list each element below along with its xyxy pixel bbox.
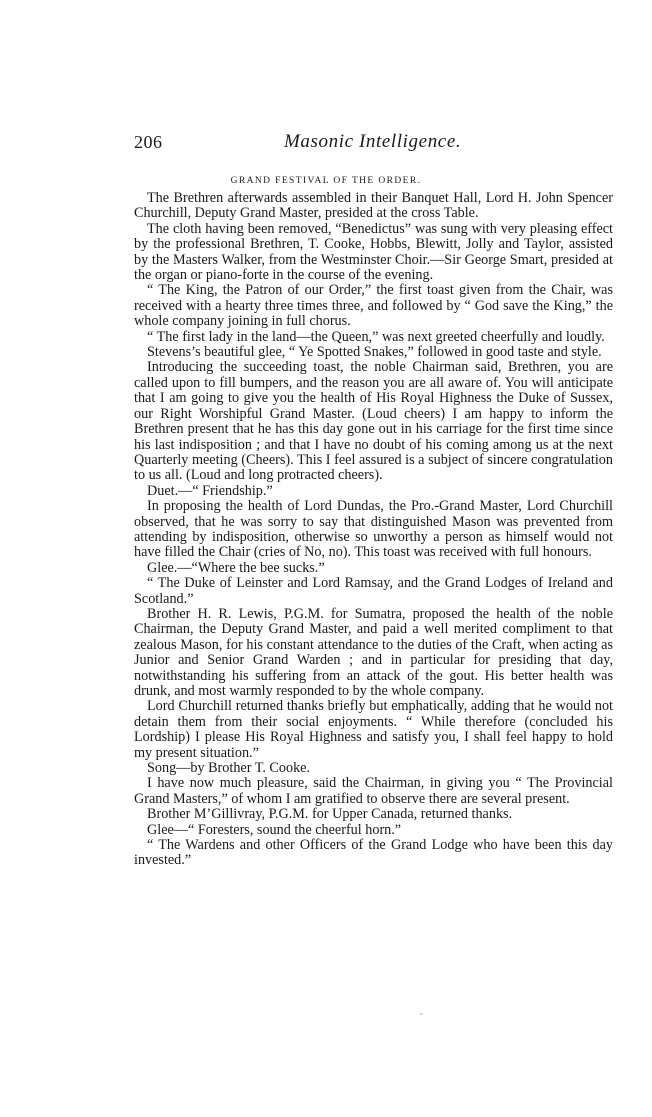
page-header [134, 132, 512, 158]
paper-speck [420, 1013, 422, 1015]
paragraph: Introducing the succeeding toast, the noble Chairman said, Brethren, you are called upon to fill bumpers, and the reason you are all aware of. You will anticipate that I am going to give you the health of His Royal Highness the Duke of Sussex, our Right Worshipful Grand Master. (Loud cheers) I am happy to inform the Brethren present that he has this day gone out in his carriage for the first time since his last indisposition ; and that I have no doubt of his coming among us at the next Quarterly meeting (Cheers). This I feel assured is a subject of sincere congratulation to us all. (Loud and long protracted cheers). [134, 359, 613, 484]
section-title: GRAND FESTIVAL OF THE ORDER. [230, 176, 422, 186]
paragraph: The cloth having been removed, “Benedictus” was sung with very pleasing effect by the professional Brethren, T. Cooke, Hobbs, Blewitt, Jolly and Taylor, assisted by the Masters Walker, from the Westminster Choir.—Sir George Smart, presided at the organ or piano-forte in the course of the evening. [134, 220, 613, 284]
running-head: Masonic Intelligence. [284, 131, 462, 152]
paragraph: “ The Duke of Leinster and Lord Ramsay, and the Grand Lodges of Ireland and Scotland.” [134, 575, 613, 607]
paragraph: Brother M’Gillivray, P.G.M. for Upper Canada, returned thanks. [147, 806, 513, 823]
paragraph: I have now much pleasure, said the Chairman, in giving you “ The Provincial Grand Masters,” of whom I am gratified to observe there are several present. [134, 775, 613, 807]
paragraph: “ The Wardens and other Officers of the Grand Lodge who have been this day invested.” [134, 837, 613, 869]
paragraph: Stevens’s beautiful glee, “ Ye Spotted Snakes,” followed in good taste and style. [147, 344, 602, 361]
paragraph: The Brethren afterwards assembled in their Banquet Hall, Lord H. John Spencer Churchill, Deputy Grand Master, presided at the cross Table. [134, 190, 613, 222]
paragraph: Duet.—“ Friendship.” [147, 482, 273, 499]
page-number: 206 [134, 132, 163, 152]
paragraph: In proposing the health of Lord Dundas, the Pro.-Grand Master, Lord Churchill observed, that he was sorry to say that distinguished Mason was prevented from attending by indisposition, otherwise so unworthy a person as himself would not have filled the Chair (cries of No, no). This toast was received with full honours. [134, 498, 613, 561]
paragraph: Song—by Brother T. Cooke. [147, 760, 311, 777]
paragraph: Brother H. R. Lewis, P.G.M. for Sumatra, proposed the health of the noble Chairman, the Deputy Grand Master, and paid a well merited compliment to that zealous Mason, for his constant attendance to the duties of the Craft, when acting as Junior and Senior Grand Warden ; and in particular for presiding that day, notwithstanding his suffering from an attack of the gout. His better health was drunk, and most warmly responded to by the whole company. [134, 605, 613, 699]
paragraph: Glee.—“Where the bee sucks.” [147, 559, 325, 576]
article-body [134, 191, 613, 869]
paragraph: “ The King, the Patron of our Order,” the first toast given from the Chair, was received with a hearty three times three, and followed by “ God save the King,” the whole company joining in full chorus. [134, 282, 613, 330]
paragraph: Glee—“ Foresters, sound the cheerful horn.” [147, 821, 402, 838]
paragraph: Lord Churchill returned thanks briefly but emphatically, adding that he would not detain them from their social enjoyments. “ While therefore (concluded his Lordship) I please His Royal Highness and satisfy you, I shall feel happy to hold my present situation.” [134, 698, 613, 761]
paragraph: “ The first lady in the land—the Queen,” was next greeted cheerfully and loudly. [147, 328, 605, 345]
